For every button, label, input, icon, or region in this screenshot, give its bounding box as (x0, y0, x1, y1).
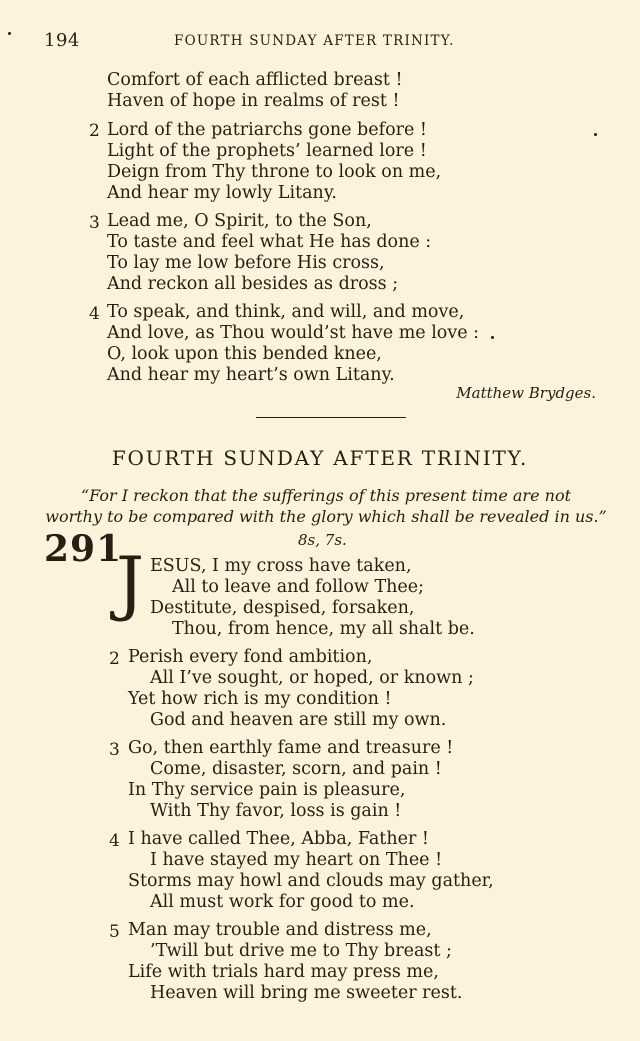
verse-line: Haven of hope in realms of rest ! (107, 91, 400, 111)
verse-line: God and heaven are still my own. (150, 710, 447, 730)
verse-line: ’Twill but drive me to Thy breast ; (150, 941, 452, 961)
verse-line: With Thy favor, loss is gain ! (150, 801, 402, 821)
verse-line: All to leave and follow Thee; (172, 577, 425, 597)
section-divider (256, 417, 406, 418)
epigraph-line: “For I reckon that the sufferings of this present time are not (80, 486, 571, 505)
verse-line: Deign from Thy throne to look on me, (107, 162, 442, 182)
verse-line: To lay me low before His cross, (107, 253, 385, 273)
verse-line: Lord of the patriarchs gone before ! (107, 120, 427, 140)
verse-number: 4 (89, 304, 100, 324)
hymn-number: 291 (44, 528, 123, 570)
verse-line: Man may trouble and distress me, (128, 920, 432, 940)
verse-line: Heaven will bring me sweeter rest. (150, 983, 463, 1003)
page-header (44, 30, 600, 54)
author-attribution: Matthew Brydges. (456, 384, 596, 402)
section-title: FOURTH SUNDAY AFTER TRINITY. (111, 446, 529, 470)
page-number: 194 (44, 30, 80, 51)
verse-number: 3 (109, 740, 120, 760)
verse-line: Storms may howl and clouds may gather, (128, 871, 494, 891)
verse-line: O, look upon this bended knee, (107, 344, 382, 364)
verse-line: Destitute, despised, forsaken, (150, 598, 415, 618)
verse-number: 5 (109, 922, 120, 942)
page-speck (594, 133, 597, 136)
verse-number: 4 (109, 831, 120, 851)
verse-line: I have called Thee, Abba, Father ! (128, 829, 429, 849)
verse-line: In Thy service pain is pleasure, (128, 780, 406, 800)
verse-number: 3 (89, 213, 100, 233)
verse-line: All I’ve sought, or hoped, or known ; (150, 668, 474, 688)
verse-number: 2 (109, 649, 120, 669)
verse-number: 2 (89, 121, 100, 141)
verse-line: ESUS, I my cross have taken, (150, 556, 412, 576)
verse-line: Comfort of each afflicted breast ! (107, 70, 403, 90)
verse-line: And hear my lowly Litany. (107, 183, 337, 203)
verse-line: And reckon all besides as dross ; (107, 274, 399, 294)
verse-line: Light of the prophets’ learned lore ! (107, 141, 427, 161)
verse-line: Lead me, O Spirit, to the Son, (107, 211, 372, 231)
hymn-meter: 8s, 7s. (298, 531, 347, 549)
running-title: FOURTH SUNDAY AFTER TRINITY. (174, 33, 455, 49)
page-speck (491, 336, 494, 339)
verse-line: Go, then earthly fame and treasure ! (128, 738, 454, 758)
page-speck (8, 32, 11, 35)
verse-line: I have stayed my heart on Thee ! (150, 850, 443, 870)
verse-line: Perish every fond ambition, (128, 647, 373, 667)
verse-line: All must work for good to me. (150, 892, 415, 912)
verse-line: And hear my heart’s own Litany. (107, 365, 395, 385)
verse-line: To speak, and think, and will, and move, (107, 302, 465, 322)
verse-line: And love, as Thou would’st have me love : (107, 323, 480, 343)
epigraph-line: worthy to be compared with the glory which shall be revealed in us.” (45, 507, 607, 526)
verse-line: Life with trials hard may press me, (128, 962, 439, 982)
verse-line: To taste and feel what He has done : (107, 232, 432, 252)
drop-cap: J (116, 542, 145, 624)
verse-line: Thou, from hence, my all shalt be. (172, 619, 475, 639)
verse-line: Yet how rich is my condition ! (128, 689, 392, 709)
verse-line: Come, disaster, scorn, and pain ! (150, 759, 442, 779)
